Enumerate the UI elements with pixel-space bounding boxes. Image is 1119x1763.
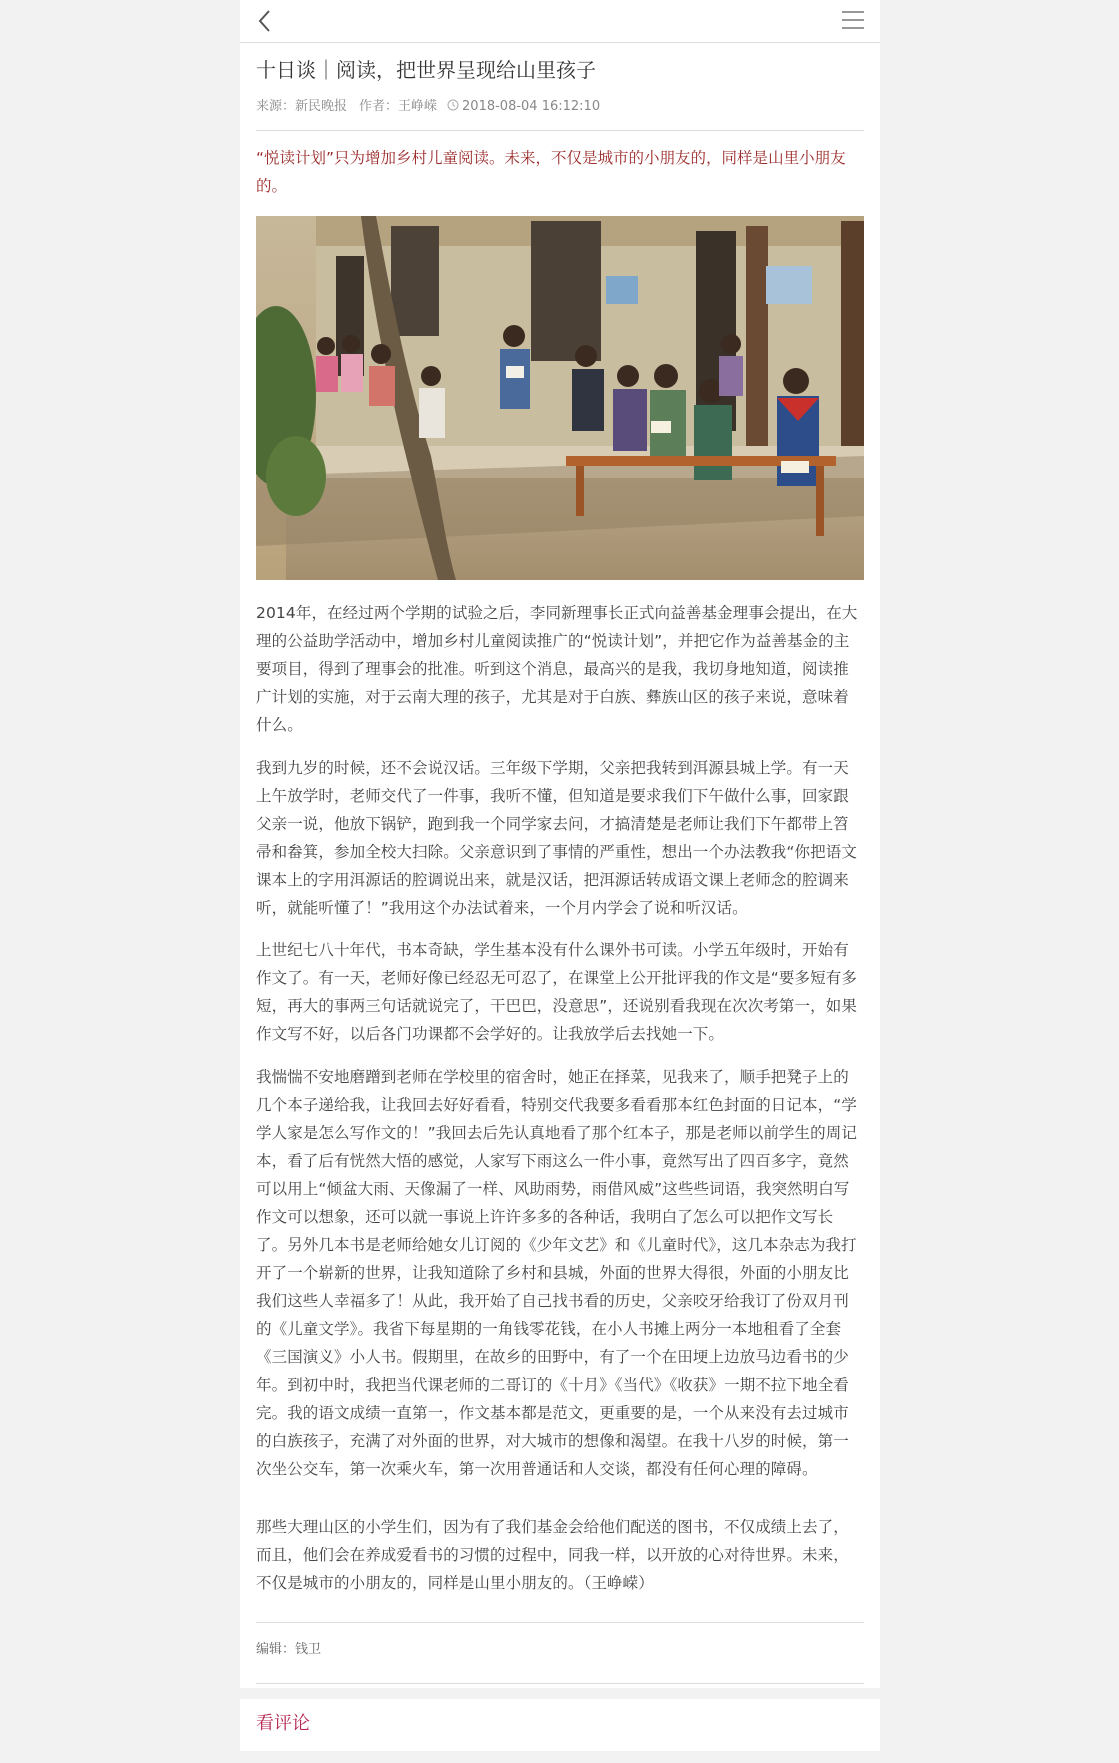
- article-paragraph: 上世纪七八十年代，书本奇缺，学生基本没有什么课外书可读。小学五年级时，开始有作文了。有一天，老师好像已经忍无可忍了，在课堂上公开批评我的作文是“要多短有多短，再大的事两三句话就说完了，干巴巴，没意思”，还说别看我现在次次考第一，如果作文写不好，以后各门功课都不会学好的。让我放学后去找她一下。: [256, 941, 857, 1043]
- article-datetime: 2018-08-04 16:12:10: [462, 99, 601, 114]
- article-source: 来源：新民晚报: [256, 99, 348, 114]
- article-editor: 编辑：钱卫: [256, 1642, 322, 1657]
- meta-divider: [256, 130, 864, 131]
- article-paragraph: 那些大理山区的小学生们，因为有了我们基金会给他们配送的图书，不仅成绩上去了，而且，他们会在养成爱看书的习惯的过程中，同我一样，以开放的心对待世界。未来，不仅是城市的小朋友的，同样是山里小朋友的。（王峥嵘）: [256, 1518, 849, 1592]
- article-photo: [256, 216, 864, 580]
- article-card: [240, 43, 880, 1688]
- article-paragraph: 我到九岁的时候，还不会说汉话。三年级下学期，父亲把我转到洱源县城上学。有一天上午放学时，老师交代了一件事，我听不懂，但知道是要求我们下午做什么事，回家跟父亲一说，他放下锅铲，跑到我一个同学家去问，才搞清楚是老师让我们下午都带上笤帚和畚箕，参加全校大扫除。父亲意识到了事情的严重性，想出一个办法教我“你把语文课本上的字用洱源话的腔调说出来，就是汉话，把洱源话转成语文课上老师念的腔调来听，就能听懂了！”我用这个办法试着来，一个月内学会了说和听汉话。: [256, 759, 857, 917]
- chevron-left-icon: [252, 8, 280, 34]
- children-reading-photo: [256, 216, 864, 580]
- editor-divider: [256, 1622, 864, 1623]
- hamburger-menu-icon: [840, 9, 866, 31]
- footer-divider: [256, 1683, 864, 1684]
- page: [240, 0, 880, 1763]
- article-author: 作者：王峥嵘: [359, 99, 438, 114]
- menu-button[interactable]: [840, 9, 866, 31]
- view-comments-link[interactable]: 看评论: [256, 1713, 310, 1734]
- article-summary: “悦读计划”只为增加乡村儿童阅读。未来，不仅是城市的小朋友的，同样是山里小朋友的。: [256, 149, 846, 195]
- top-bar: [240, 0, 880, 43]
- comments-section[interactable]: [240, 1699, 880, 1751]
- back-button[interactable]: [252, 8, 280, 34]
- article-paragraph: 2014年，在经过两个学期的试验之后，李同新理事长正式向益善基金理事会提出，在大理的公益助学活动中，增加乡村儿童阅读推广的“悦读计划”，并把它作为益善基金的主要项目，得到了理事会的批准。听到这个消息，最高兴的是我，我切身地知道，阅读推广计划的实施，对于云南大理的孩子，尤其是对于白族、彝族山区的孩子来说，意味着什么。: [256, 604, 858, 734]
- clock-icon: [447, 99, 459, 111]
- article-meta: [256, 98, 864, 116]
- article-paragraph: 我惴惴不安地磨蹭到老师在学校里的宿舍时，她正在择菜，见我来了，顺手把凳子上的几个本子递给我，让我回去好好看看，特别交代我要多看看那本红色封面的日记本，“学学人家是怎么写作文的！”我回去后先认真地看了那个红本子，那是老师以前学生的周记本，看了后有恍然大悟的感觉，人家写下雨这么一件小事，竟然写出了四百多字，竟然可以用上“倾盆大雨、天像漏了一样、风助雨势，雨借风威”这些些词语，我突然明白写作文可以想象，还可以就一事说上许许多多的各种话，我明白了怎么可以把作文写长了。另外几本书是老师给她女儿订阅的《少年文艺》和《儿童时代》，这几本杂志为我打开了一个崭新的世界，让我知道除了乡村和县城，外面的世界大得很，外面的小朋友比我们这些人幸福多了！从此，我开始了自己找书看的历史，父亲咬牙给我订了份双月刊的《儿童文学》。我省下每星期的一角钱零花钱，在小人书摊上两分一本地租看了全套《三国演义》小人书。假期里，在故乡的田野中，有了一个在田埂上边放马边看书的少年。到初中时，我把当代课老师的二哥订的《十月》《当代》《收获》一期不拉下地全看完。我的语文成绩一直第一，作文基本都是范文，更重要的是，一个从来没有去过城市的白族孩子，充满了对外面的世界，对大城市的想像和渴望。在我十八岁的时候，第一次坐公交车，第一次乘火车，第一次用普通话和人交谈，都没有任何心理的障碍。: [256, 1068, 857, 1478]
- article-title: 十日谈｜阅读，把世界呈现给山里孩子: [256, 58, 596, 82]
